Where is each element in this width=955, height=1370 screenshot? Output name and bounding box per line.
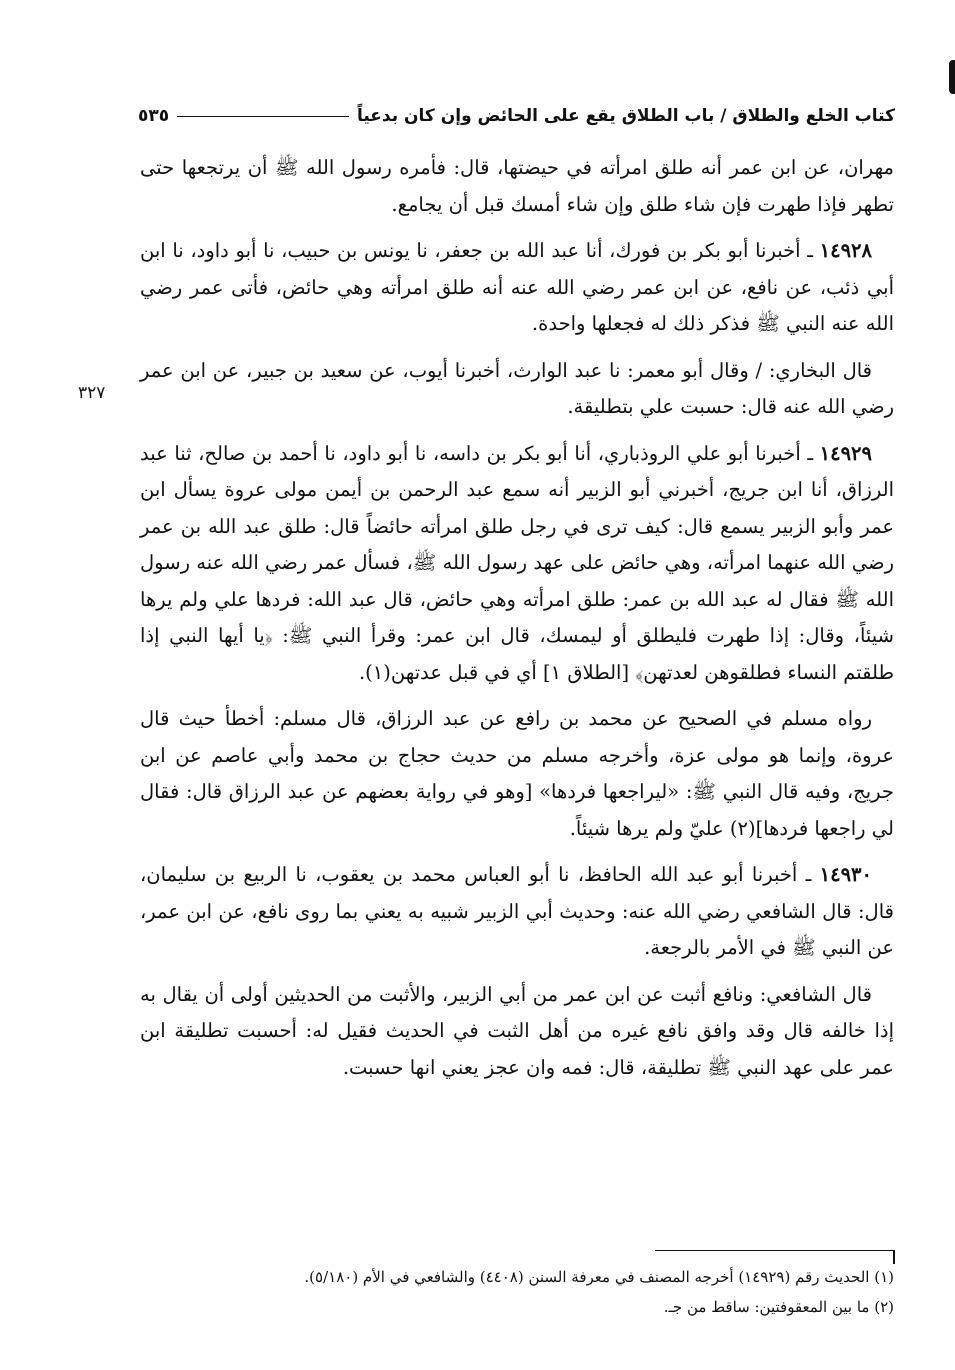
hadith-number: ١٤٩٢٩	[819, 441, 872, 465]
hadith-number: ١٤٩٣٠	[819, 863, 872, 886]
paragraph	[140, 353, 894, 426]
page-number: ٥٣٥	[138, 106, 170, 126]
hadith-number: ١٤٩٢٨	[819, 239, 872, 262]
paragraph	[140, 977, 894, 1087]
paragraph-text: قال البخاري: / وقال أبو معمر: نا عبد الوارث، أخبرنا أيوب، عن سعيد بن جبير، عن ابن عمر رضي الله عنه قال: حسبت علي بتطليقة.	[140, 358, 894, 418]
paragraph	[140, 150, 894, 223]
footnote: (٢) ما بين المعقوفتين: ساقط من جـ.	[663, 1298, 894, 1316]
paragraph-text: ـ أخبرنا أبو بكر بن فورك، أنا عبد الله بن جعفر، نا يونس بن حبيب، نا أبو داود، نا ابن أبي ذئب، عن نافع، عن ابن عمر رضي الله عنه أنه طلق امرأته وهي حائض، فأتى عمر رضي الله عنه النبي ﷺ فذكر ذلك له فجعلها واحدة.	[140, 239, 894, 335]
footnotes	[140, 1262, 894, 1322]
paragraph	[140, 701, 894, 847]
margin-reference-number: ٣٢٧	[78, 383, 106, 403]
header-rule	[177, 116, 349, 117]
running-header	[138, 98, 895, 134]
paragraph-text: قال الشافعي: ونافع أثبت عن ابن عمر من أبي الزبير، والأثبت من الحديثين أولى أن يقال به إذا خالفه قال وقد وافق نافع غيره من أهل الثبت في الحديث فقيل له: أحسبت تطليقة ابن عمر على عهد النبي ﷺ تطليقة، قال: فمه وان عجز يعني انها حسبت.	[140, 982, 894, 1079]
main-text	[140, 150, 894, 1096]
paragraph-text: رواه مسلم في الصحيح عن محمد بن رافع عن عبد الرزاق، قال مسلم: أخطأ حيث قال عروة، وإنما هو مولى عزة، وأخرجه مسلم من حديث حجاج بن محمد وأبي عاصم عن ابن جريج، وفيه قال النبي ﷺ: «ليراجعها فردها» [وهو في رواية بعضهم عن عبد الرزاق قال: فقال لي راجعها فردها](٢) عليّ ولم يرها شيئاً.	[140, 707, 894, 840]
footnote-separator	[655, 1250, 893, 1251]
paragraph-text: ـ أخبرنا أبو علي الروذباري، أنا أبو بكر بن داسه، نا أبو داود، نا أحمد بن صالح، ثنا عبد الرزاق، أنا ابن جريج، أخبرني أبو الزبير أنه سمع عبد الرحمن بن أيمن مولى عروة يسأل ابن عمر وأبو الزبير يسمع قال: كيف ترى في رجل طلق امرأته حائضاً قال: طلق عبد الله بن عمر رضي الله عنهما امرأته، وهي حائض على عهد رسول الله ﷺ، فسأل عمر رضي الله عنه رسول الله ﷺ فقال له عبد الله بن عمر: طلق امرأته وهي حائض، قال عبد الله: فردها علي ولم يرها شيئاً، وقال: إذا طهرت فليطلق أو ليمسك، قال ابن عمر: وقرأ النبي ﷺ: ﴿يا أيها النبي إذا طلقتم النساء فطلقوهن لعدتهن﴾ [الطلاق ١] أي في قبل عدتهن(١).	[140, 441, 894, 684]
footnote: (١) الحديث رقم (١٤٩٢٩) أخرجه المصنف في معرفة السنن (٤٤٠٨) والشافعي في الأم (٥/١٨٠).	[304, 1268, 894, 1286]
hadith-paragraph	[140, 857, 894, 967]
paragraph-text: ـ أخبرنا أبو عبد الله الحافظ، نا أبو العباس محمد بن يعقوب، نا الربيع بن سليمان، قال: قال الشافعي رضي الله عنه: وحديث أبي الزبير شبيه به يعني بما روى نافع، عن ابن عمر، عن النبي ﷺ في الأمر بالرجعة.	[140, 863, 894, 959]
hadith-paragraph	[140, 436, 894, 692]
page-edge-mark	[949, 60, 955, 94]
paragraph-text: مهران، عن ابن عمر أنه طلق امرأته في حيضتها، قال: فأمره رسول الله ﷺ أن يرتجعها حتى تطهر فإذا طهرت فإن شاء طلق وإن شاء أمسك قبل أن يجامع.	[140, 156, 894, 216]
header-title: كتاب الخلع والطلاق / باب الطلاق يقع على الحائض وإن كان بدعياً	[356, 106, 895, 126]
hadith-paragraph	[140, 233, 894, 343]
